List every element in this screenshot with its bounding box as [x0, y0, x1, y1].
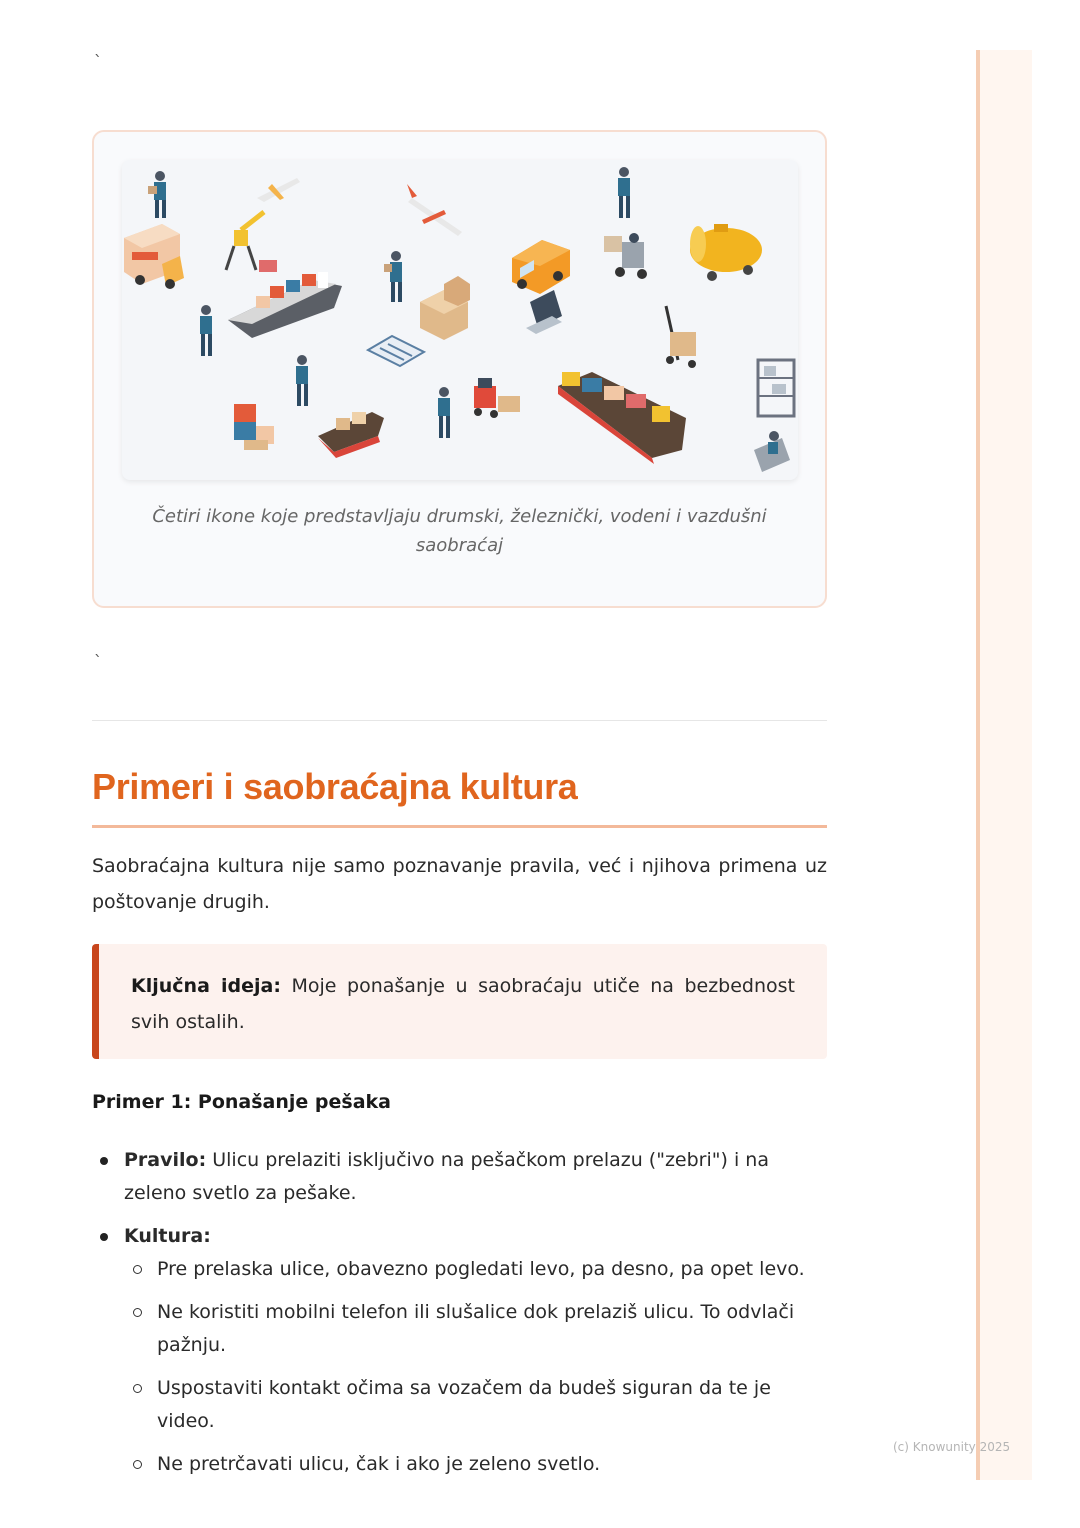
intro-paragraph: Saobraćajna kultura nije samo poznavanje pravila, već i njihova primena uz poštovanje drugih.: [92, 855, 827, 913]
worker-icon: [384, 251, 402, 302]
hand-truck-icon: [666, 306, 696, 368]
boxes-icon: [420, 276, 470, 340]
worker-icon: [148, 171, 166, 218]
copyright-footer: (c) Knowunity 2025: [893, 1440, 1011, 1454]
clipboard-icon: [368, 336, 424, 366]
rule-text: Ulicu prelaziti isključivo na pešačkom prelazu ("zebri") i na zeleno svetlo za pešake.: [124, 1149, 769, 1204]
forklift-icon: [474, 378, 520, 418]
forklift-icon: [604, 233, 647, 279]
truck-icon: [124, 224, 184, 289]
list-item: Ne pretrčavati ulicu, čak i ako je zeleno svetlo.: [92, 1448, 827, 1481]
list-item: Ne koristiti mobilni telefon ili slušalice dok prelaziš ulicu. To odvlači pažnju.: [92, 1296, 827, 1362]
list-item: Pre prelaska ulice, obavezno pogledati levo, pa desno, pa opet levo.: [92, 1253, 827, 1286]
stray-backtick-top: `: [94, 52, 102, 71]
worker-icon: [438, 387, 450, 438]
figure-card: [92, 130, 827, 608]
shelf-icon: [758, 360, 794, 416]
worker-icon: [296, 355, 308, 406]
worker-icon: [200, 305, 212, 356]
cargo-ship-icon: [228, 272, 342, 338]
figure-caption: Četiri ikone koje predstavljaju drumski, železnički, vodeni i vazdušni saobraćaj: [152, 506, 767, 556]
right-margin-bar: [976, 50, 1032, 1480]
heading-underline: [92, 825, 827, 828]
example-list: [92, 1144, 827, 1491]
containers-icon: [234, 404, 274, 450]
list-item: Uspostaviti kontakt očima sa vozačem da budeš siguran da te je video.: [92, 1372, 827, 1438]
section-heading: Primeri i saobraćajna kultura: [92, 766, 578, 807]
section-divider: [92, 720, 827, 721]
crane-icon: [226, 212, 277, 272]
desk-worker-icon: [754, 431, 790, 472]
laptop-icon: [526, 290, 562, 334]
plane-icon: [257, 178, 462, 236]
callout-label: Ključna ideja:: [131, 975, 281, 997]
key-idea-callout: [92, 944, 827, 1059]
worker-icon: [618, 167, 630, 218]
list-item-culture: [92, 1220, 827, 1253]
stray-backtick-bottom: `: [94, 652, 102, 671]
callout-text: Moje ponašanje u saobraćaju utiče na bezbednost svih ostalih.: [131, 975, 795, 1033]
cargo-ship-icon: [318, 412, 384, 458]
rule-label: Pravilo:: [124, 1149, 207, 1171]
cargo-ship-icon: [558, 372, 686, 464]
example-title: Primer 1: Ponašanje pešaka: [92, 1091, 391, 1113]
tanker-icon: [690, 224, 762, 281]
transport-illustration: [122, 160, 798, 480]
culture-label: Kultura:: [124, 1225, 211, 1247]
list-item-rule: [92, 1144, 827, 1210]
van-icon: [512, 240, 570, 294]
